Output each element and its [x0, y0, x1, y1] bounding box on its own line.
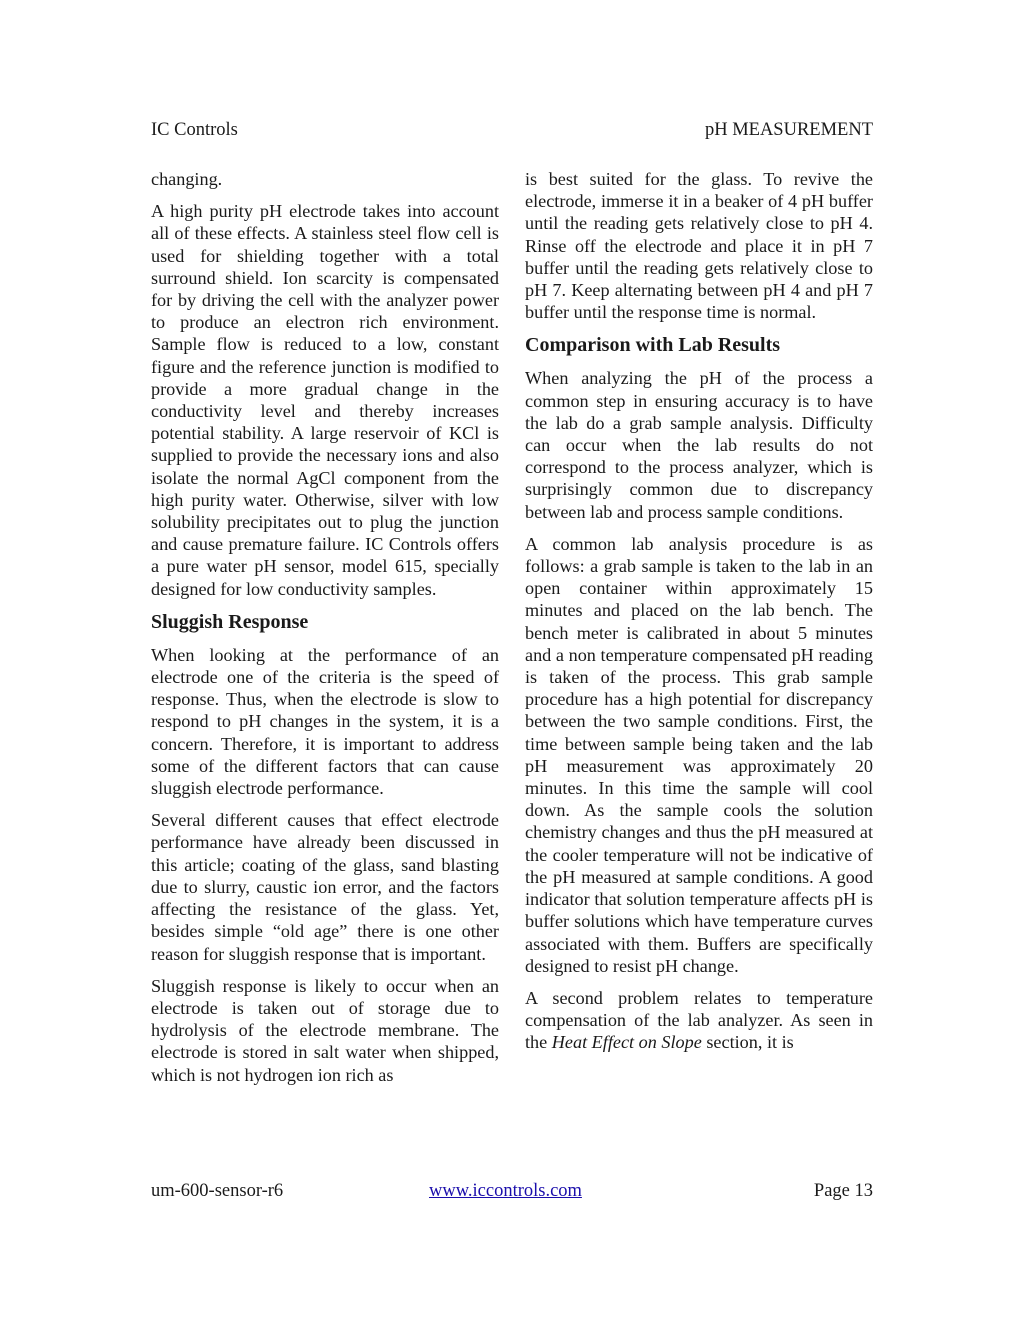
paragraph-text: section, it is	[701, 1032, 794, 1053]
paragraph-text: A second problem relates to temperature compensation of the lab analyzer. As seen in the	[525, 987, 873, 1053]
paragraph: A high purity pH electrode takes into account all of these effects. A stainless steel flow cell is used for shielding together with a total surround shield. Ion scarcity is compensated for by driving the cell with the analyzer power to produce an electron rich environment. Sample flow is reduced to a low, constant figure and the reference junction is modified to provide a more gradual change in the conductivity level and thereby increases potential stability. A large reservoir of KCl is supplied to provide the necessary ions and also isolate the normal AgCl component from the high purity water. Otherwise, silver with low solubility precipitates out to plug the junction and cause premature failure. IC Controls offers a pure water pH sensor, model 615, specially designed for low conductivity samples.	[151, 201, 499, 599]
paragraph: When looking at the performance of an electrode one of the criteria is the speed of response. Thus, when the electrode is slow to respond to pH changes in the system, it is a concern. Therefore, it is important to address some of the different factors that can cause sluggish electrode performance.	[151, 644, 499, 799]
section-heading-sluggish-response: Sluggish Response	[151, 610, 309, 633]
paragraph: Sluggish response is likely to occur when an electrode is taken out of storage due to hydrolysis of the electrode membrane. The electrode is stored in salt water when shipped, which is not hydrogen ion rich as	[151, 975, 499, 1085]
right-column	[525, 168, 873, 1064]
header-company: IC Controls	[151, 120, 238, 140]
paragraph: is best suited for the glass. To revive the electrode, immerse it in a beaker of 4 pH buffer until the reading gets relatively close to pH 4. Rinse off the electrode and place it in pH 7 buffer until the reading gets relatively close to pH 7. Keep alternating between pH 4 and pH 7 buffer until the response time is normal.	[525, 169, 873, 323]
section-heading-comparison-with-lab-results: Comparison with Lab Results	[525, 334, 781, 357]
page-header	[151, 120, 873, 144]
left-column	[151, 168, 499, 1096]
website-link[interactable]: www.iccontrols.com	[429, 1181, 582, 1201]
paragraph: Several different causes that effect electrode performance have already been discussed in this article; coating of the glass, sand blasting due to slurry, caustic ion error, and the factors affecting the resistance of the glass. Yet, besides simple “old age” there is one other reason for sluggish response that is important.	[151, 810, 499, 964]
page-number: Page 13	[813, 1181, 873, 1201]
paragraph: changing.	[151, 169, 223, 189]
paragraph: When analyzing the pH of the process a common step in ensuring accuracy is to have the lab do a grab sample analysis. Difficulty can occur when the lab results do not correspond to the process analyzer, which is surprisingly common due to discrepancy between lab and process sample conditions.	[525, 368, 873, 522]
paragraph	[525, 987, 873, 1054]
paragraph: A common lab analysis procedure is as follows: a grab sample is taken to the lab in an open container within approximately 15 minutes and placed on the lab bench. The bench meter is calibrated in about 5 minutes and a non temperature compensated pH reading is taken of the process. This grab sample procedure has a high potential for discrepancy between the two sample conditions. First, the time between sample being taken and the lab pH measurement was approximately 20 minutes. In this time the sample will cool down. As the sample cools the solution chemistry changes and thus the pH measured at the cooler temperature will not be indicative of the pH measured at sample conditions. A good indicator that solution temperature affects pH is buffer solutions which have temperature curves associated with them. Buffers are specifically designed to resist pH change.	[525, 533, 873, 976]
section-reference: Heat Effect on Slope	[551, 1032, 702, 1053]
footer-document-id: um-600-sensor-r6	[151, 1181, 284, 1201]
page-footer	[151, 1181, 873, 1205]
header-section-title: pH MEASUREMENT	[704, 120, 873, 140]
